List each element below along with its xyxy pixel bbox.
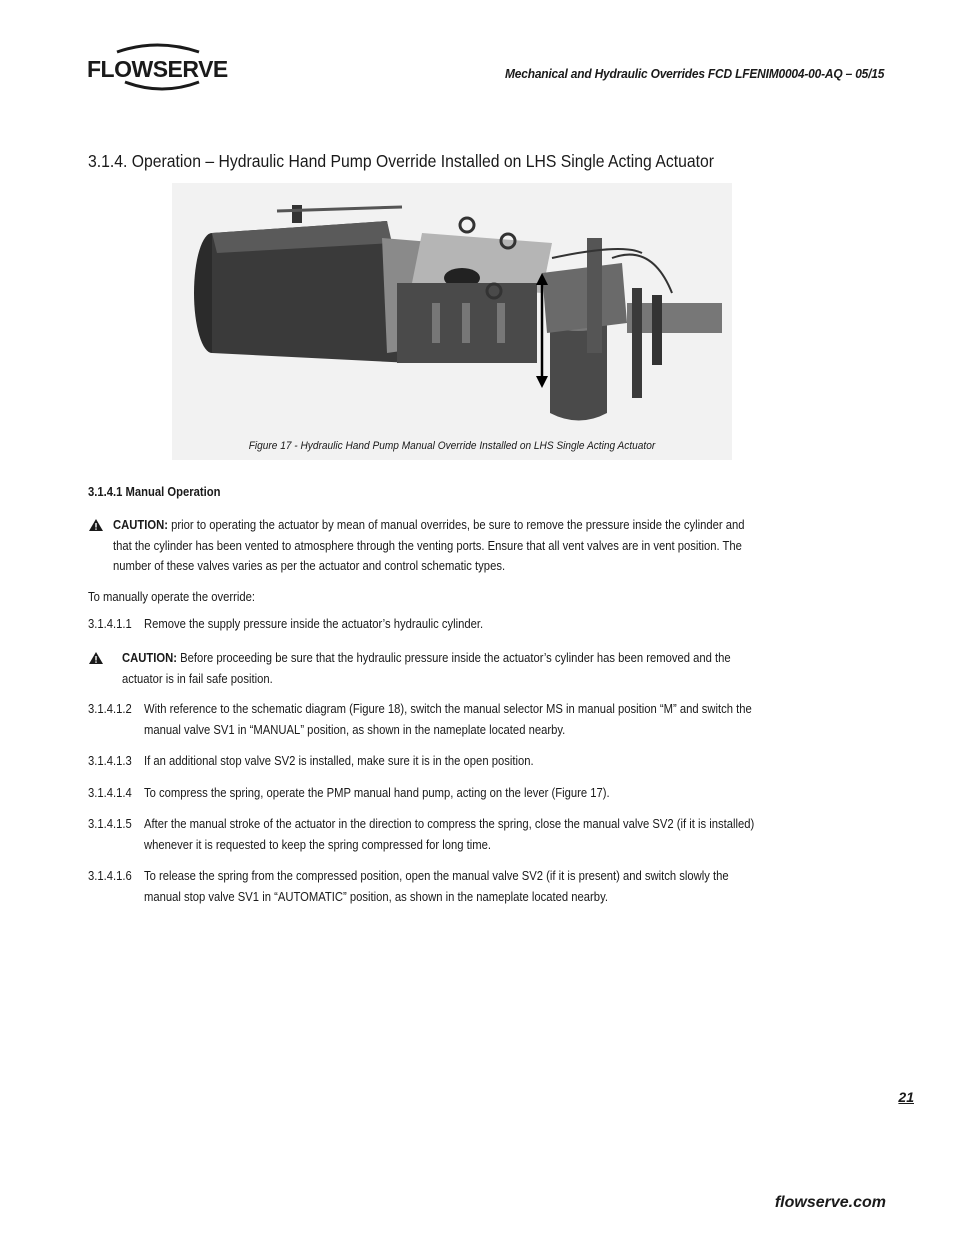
caution-line-1: CAUTION: Before proceeding be sure that the hydraulic pressure inside the actuator’s cylinder has been removed and the <box>122 651 731 665</box>
intro-text: To manually operate the override: <box>88 590 255 604</box>
page-number: 21 <box>898 1089 914 1105</box>
caution-line-2: that the cylinder has been vented to atmosphere through the venting ports. Ensure that all vent valves are in vent position. The <box>113 538 742 553</box>
step-number: 3.1.4.1.1 <box>88 617 132 631</box>
flowserve-logo <box>87 42 227 94</box>
step-text: To compress the spring, operate the PMP manual hand pump, acting on the lever (Figure 17). <box>144 786 610 800</box>
warning-triangle-icon <box>89 652 103 664</box>
step-number: 3.1.4.1.4 <box>88 786 132 800</box>
step-text: With reference to the schematic diagram (Figure 18), switch the manual selector MS in manual position “M” and switch the manual valve SV1 in “MANUAL” position, as shown in the nameplate located nearby. <box>144 702 752 737</box>
caution-line-1: CAUTION: prior to operating the actuator by mean of manual overrides, be sure to remove the pressure inside the cylinder and <box>113 518 745 532</box>
step-text: Remove the supply pressure inside the actuator’s hydraulic cylinder. <box>144 617 484 631</box>
section-title: 3.1.4. Operation – Hydraulic Hand Pump Override Installed on LHS Single Acting Actuator <box>88 151 714 171</box>
step-text: To release the spring from the compressed position, open the manual valve SV2 (if it is present) and switch slowly the manual stop valve SV1 in “AUTOMATIC” position, as shown in the nameplate located nearby. <box>144 869 729 904</box>
caution-label: CAUTION: <box>113 518 168 532</box>
step-number: 3.1.4.1.2 <box>88 702 132 716</box>
step-text: If an additional stop valve SV2 is installed, make sure it is in the open position. <box>144 754 534 768</box>
caution-paragraph-1 <box>113 515 797 577</box>
figure-actuator-image <box>172 183 732 460</box>
caution-label: CAUTION: <box>122 651 177 665</box>
figure-caption: Figure 17 - Hydraulic Hand Pump Manual Override Installed on LHS Single Acting Actuator <box>248 440 656 452</box>
document-title: Mechanical and Hydraulic Overrides FCD LFENIM0004-00-AQ – 05/15 <box>504 66 884 81</box>
warning-triangle-icon <box>89 519 103 531</box>
subsection-title: 3.1.4.1 Manual Operation <box>88 485 221 499</box>
step-text: After the manual stroke of the actuator in the direction to compress the spring, close the manual valve SV2 (if it is installed) whenever it is requested to keep the spring compressed for long time. <box>144 817 755 852</box>
actuator-illustration <box>172 183 732 460</box>
step-number: 3.1.4.1.5 <box>88 817 132 831</box>
step-number: 3.1.4.1.3 <box>88 754 132 768</box>
footer-website-link[interactable]: flowserve.com <box>774 1194 886 1211</box>
step-number: 3.1.4.1.6 <box>88 869 132 883</box>
caution-paragraph-2 <box>122 648 806 689</box>
caution-line-3: number of these valves varies as per the actuator and control schematic types. <box>113 559 506 573</box>
caution-line-2: actuator is in fail safe position. <box>122 671 273 686</box>
logo-text: FLOWSERVE <box>87 56 228 82</box>
